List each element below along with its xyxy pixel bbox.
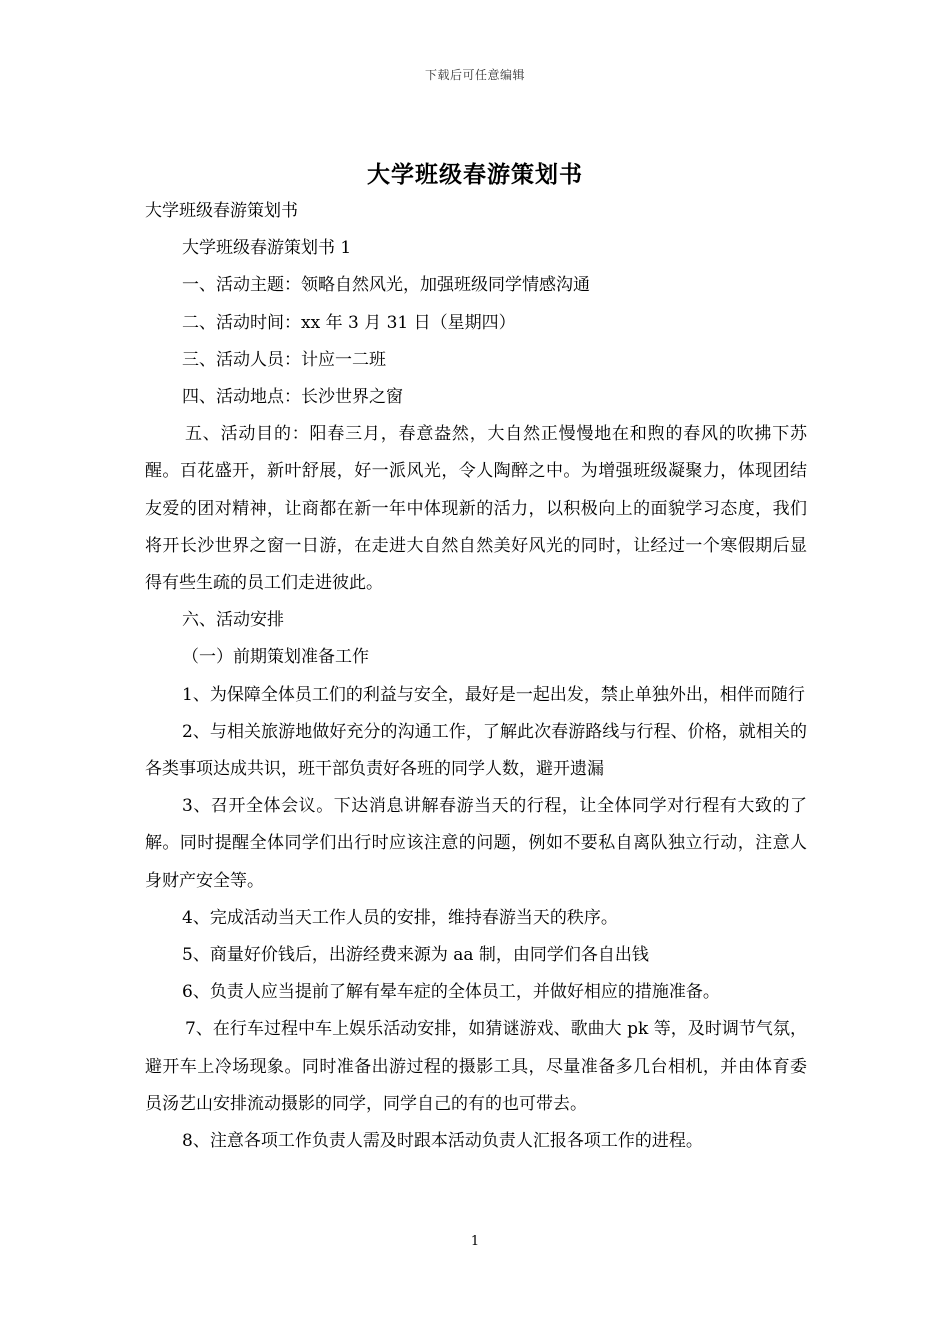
paragraph-theme: 一、活动主题：领略自然风光，加强班级同学情感沟通 [182, 275, 590, 296]
header-note: 下载后可任意编辑 [424, 68, 525, 82]
paragraph-time: 二、活动时间：xx 年 3 月 31 日（星期四） [182, 312, 516, 333]
paragraph-subtitle: 大学班级春游策划书 [145, 201, 298, 221]
paragraph-location: 四、活动地点：长沙世界之窗 [182, 387, 403, 408]
paragraph-participants: 三、活动人员：计应一二班 [182, 349, 386, 370]
document-title: 大学班级春游策划书 [367, 161, 583, 188]
list-item: 5、商量好价钱后，出游经费来源为 aa 制，由同学们各自出钱 [182, 945, 649, 966]
list-item: 2、与相关旅游地做好充分的沟通工作，了解此次春游路线与行程、价格，就相关的各类事项达成共识，班干部负责好各班的同学人数，避开遗漏 [145, 721, 807, 780]
list-item: 6、负责人应当提前了解有晕车症的全体员工，并做好相应的措施准备。 [182, 982, 720, 1003]
paragraph-arrangement: 六、活动安排 [182, 610, 284, 631]
list-item: 1、为保障全体员工们的利益与安全，最好是一起出发，禁止单独外出，相伴而随行 [182, 684, 805, 705]
list-item: 7、在行车过程中车上娱乐活动安排，如猜谜游戏、歌曲大 pk 等，及时调节气氛，避开车上冷场现象。同时准备出游过程的摄影工具，尽量准备多几台相机，并由体育委员汤艺山安排流动摄影的同学，同学自己的有的也可带去。 [145, 1019, 807, 1114]
document-body [145, 193, 807, 1160]
list-item: 4、完成活动当天工作人员的安排，维持春游当天的秩序。 [182, 907, 618, 928]
paragraph-purpose: 五、活动目的：阳春三月，春意盎然，大自然正慢慢地在和煦的春风的吹拂下苏醒。百花盛开，新叶舒展，好一派风光，令人陶醉之中。为增强班级凝聚力，体现团结友爱的团对精神，让商都在新一年中体现新的活力，以积极向上的面貌学习态度，我们将开长沙世界之窗一日游，在走进大自然自然美好风光的同时，让经过一个寒假期后显得有些生疏的员工们走进彼此。 [145, 424, 807, 594]
page-number: 1 [470, 1234, 480, 1249]
paragraph-preparation: （一）前期策划准备工作 [182, 647, 369, 668]
list-item: 3、召开全体会议。下达消息讲解春游当天的行程，让全体同学对行程有大致的了解。同时提醒全体同学们出行时应该注意的问题，例如不要私自离队独立行动，注意人身财产安全等。 [145, 796, 807, 891]
list-item: 8、注意各项工作负责人需及时跟本活动负责人汇报各项工作的进程。 [182, 1131, 703, 1152]
paragraph-section-heading: 大学班级春游策划书 1 [182, 238, 352, 259]
